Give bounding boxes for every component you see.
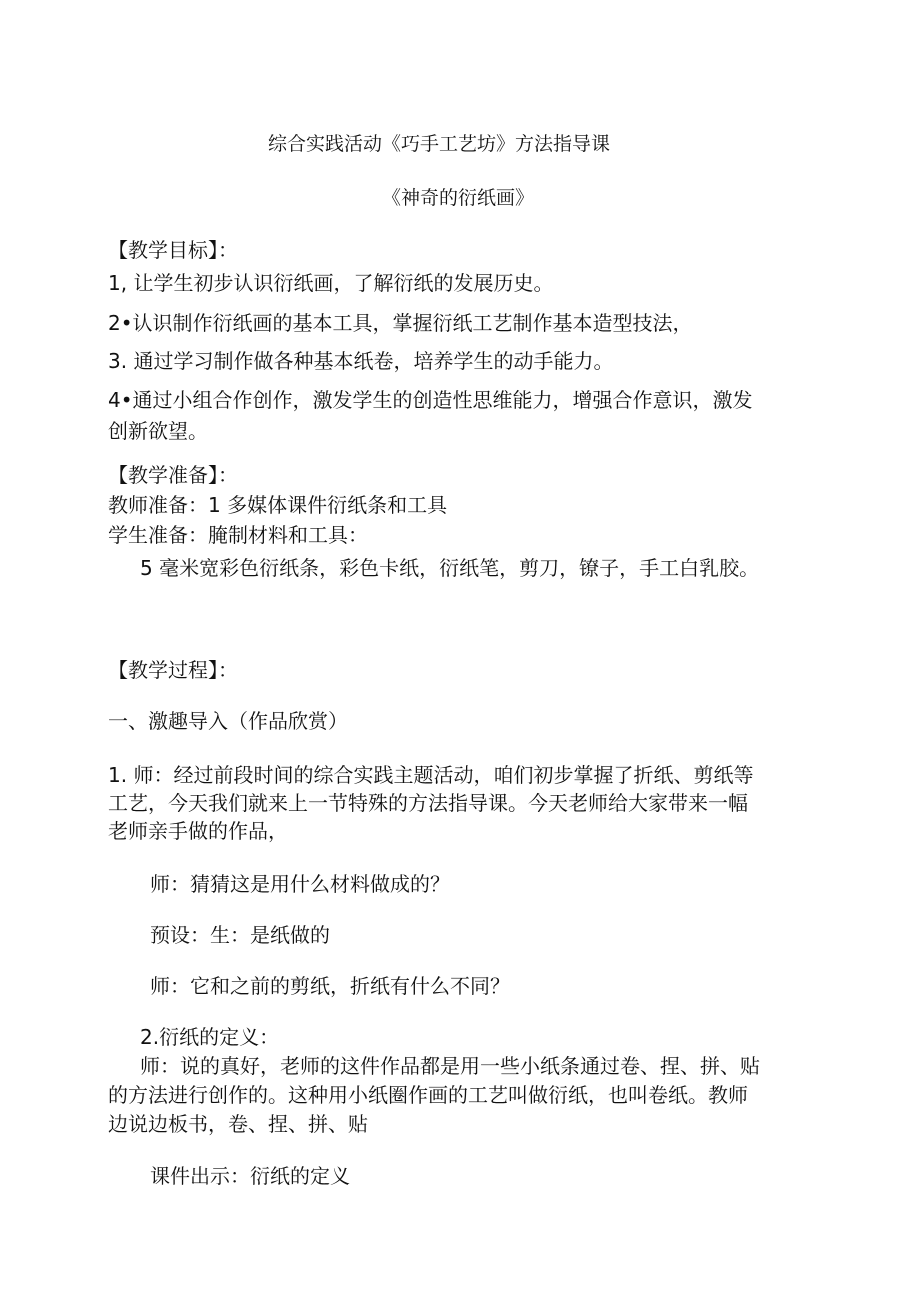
- definition-heading: 2.衍纸的定义：: [140, 1025, 280, 1049]
- objectives-heading: 【教学目标】：: [108, 238, 238, 262]
- student-preparation: 学生准备：腌制材料和工具：: [108, 523, 368, 547]
- paragraph-line: 边说边板书，卷、捏、拼、贴: [108, 1112, 368, 1136]
- paragraph-line: 1. 师：经过前段时间的综合实践主题活动，咱们初步掌握了折纸、剪纸等: [108, 763, 754, 787]
- teacher-question: 师：猜猜这是用什么材料做成的？: [150, 872, 450, 896]
- courseware-note: 课件出示：衍纸的定义: [150, 1164, 350, 1188]
- paragraph-line: 师：说的真好，老师的这件作品都是用一些小纸条通过卷、捏、拼、贴: [140, 1054, 760, 1078]
- document-subtitle: 《神奇的衍纸画》: [382, 187, 535, 209]
- objective-item: 创新欲望。: [108, 419, 208, 443]
- expected-answer: 预设：生：是纸做的: [150, 923, 330, 947]
- teacher-question: 师：它和之前的剪纸，折纸有什么不同？: [150, 974, 510, 998]
- paragraph-line: 老师亲手做的作品，: [108, 819, 288, 843]
- objective-item: 3. 通过学习制作做各种基本纸卷，培养学生的动手能力。: [108, 349, 614, 373]
- document-title: 综合实践活动《巧手工艺坊》方法指导课: [268, 133, 611, 155]
- preparation-heading: 【教学准备】：: [108, 463, 238, 487]
- objective-item: 4•通过小组合作创作，激发学生的创造性思维能力，增强合作意识，激发: [108, 388, 753, 412]
- materials-list: 5 毫米宽彩色衍纸条，彩色卡纸，衍纸笔，剪刀，镣子，手工白乳胶。: [140, 556, 760, 580]
- process-heading: 【教学过程】：: [108, 658, 238, 682]
- objective-item: 1, 让学生初步认识衍纸画，了解衍纸的发展历史。: [108, 271, 554, 295]
- paragraph-line: 工艺，今天我们就来上一节特殊的方法指导课。今天老师给大家带来一幅: [108, 791, 748, 815]
- teacher-preparation: 教师准备：1 多媒体课件衍纸条和工具: [108, 493, 448, 517]
- objective-item: 2•认识制作衍纸画的基本工具，掌握衍纸工艺制作基本造型技法，: [108, 311, 693, 335]
- section-heading: 一、激趣导入（作品欣赏）: [108, 709, 348, 733]
- paragraph-line: 的方法进行创作的。这种用小纸圈作画的工艺叫做衍纸，也叫卷纸。教师: [108, 1083, 748, 1107]
